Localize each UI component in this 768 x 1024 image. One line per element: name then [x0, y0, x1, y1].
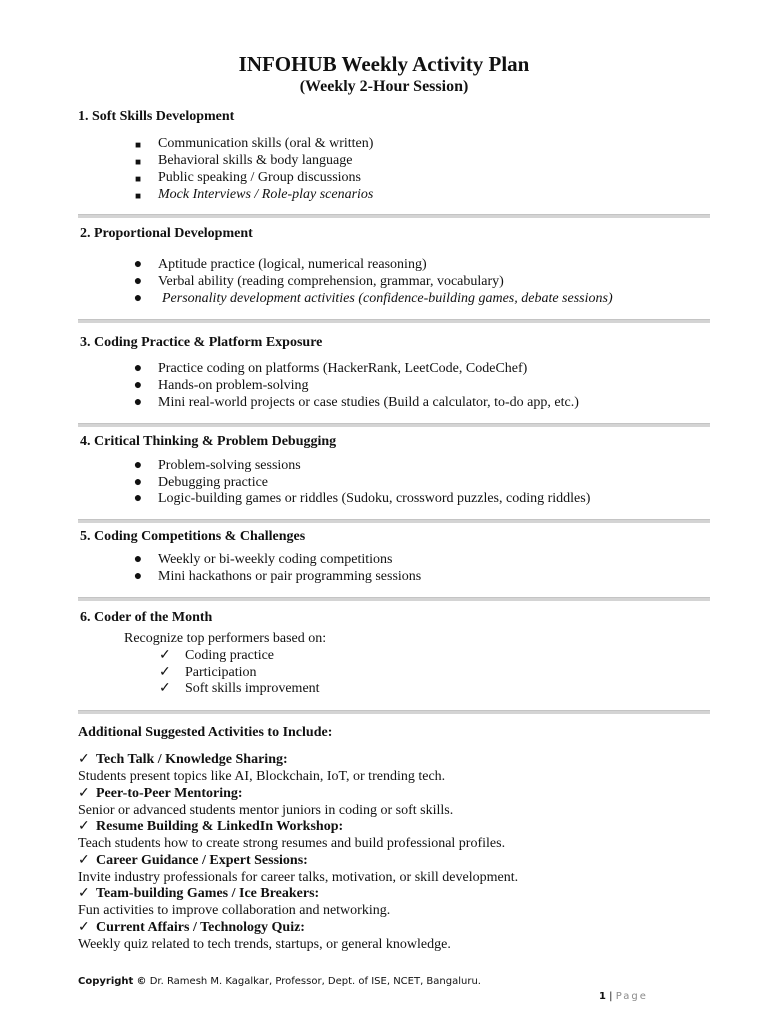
- list-item: Practice coding on platforms (HackerRank, LeetCode, CodeChef): [158, 361, 528, 376]
- activity-description: Teach students how to create strong resumes and build professional profiles.: [78, 836, 506, 851]
- section-divider: [78, 319, 710, 323]
- check-mark-icon: ✓: [159, 648, 171, 663]
- list-item: Verbal ability (reading comprehension, grammar, vocabulary): [158, 274, 504, 289]
- check-mark-icon: ✓: [78, 752, 90, 767]
- page-number-separator: |: [609, 991, 613, 1002]
- list-item: Public speaking / Group discussions: [158, 170, 361, 185]
- round-bullet-icon: ●: [133, 395, 143, 410]
- check-mark-icon: ✓: [78, 819, 90, 834]
- round-bullet-icon: ●: [133, 257, 143, 272]
- round-bullet-icon: ●: [133, 491, 143, 506]
- section-heading-coder-of-month: 6. Coder of the Month: [80, 610, 213, 625]
- section-divider: [78, 214, 710, 218]
- page-title: INFOHUB Weekly Activity Plan: [238, 52, 530, 76]
- square-bullet-icon: ■: [134, 191, 142, 202]
- round-bullet-icon: ●: [133, 552, 143, 567]
- activity-description: Fun activities to improve collaboration and networking.: [78, 903, 391, 918]
- round-bullet-icon: ●: [133, 291, 143, 306]
- round-bullet-icon: ●: [133, 361, 143, 376]
- check-mark-icon: ✓: [78, 853, 90, 868]
- square-bullet-icon: ■: [134, 140, 142, 151]
- check-mark-icon: ✓: [78, 786, 90, 801]
- activity-title-text: Career Guidance / Expert Sessions:: [96, 853, 308, 868]
- page-label: Page: [615, 991, 648, 1002]
- copyright-label: Copyright: [78, 976, 134, 987]
- page-footer-copyright: [78, 975, 481, 988]
- check-mark-icon: ✓: [159, 665, 171, 680]
- list-item: Coding practice: [185, 648, 275, 663]
- activity-title-text: Tech Talk / Knowledge Sharing:: [96, 752, 288, 767]
- section-divider: [78, 519, 710, 523]
- copyright-symbol: ©: [136, 976, 147, 987]
- round-bullet-icon: ●: [133, 274, 143, 289]
- section-heading-coding-practice: 3. Coding Practice & Platform Exposure: [80, 335, 323, 350]
- section-heading-competitions: 5. Coding Competitions & Challenges: [80, 529, 306, 544]
- activity-title: [78, 852, 308, 869]
- square-bullet-icon: ■: [134, 157, 142, 168]
- list-item: Aptitude practice (logical, numerical reasoning): [158, 257, 427, 272]
- activity-description: Invite industry professionals for career talks, motivation, or skill development.: [78, 870, 519, 885]
- activity-description: Senior or advanced students mentor juniors in coding or soft skills.: [78, 803, 454, 818]
- check-mark-icon: ✓: [78, 920, 90, 935]
- list-item: Weekly or bi-weekly coding competitions: [158, 552, 393, 567]
- list-item: Hands-on problem-solving: [158, 378, 309, 393]
- round-bullet-icon: ●: [133, 378, 143, 393]
- page-subtitle: (Weekly 2-Hour Session): [299, 78, 469, 95]
- list-item: Soft skills improvement: [185, 681, 320, 696]
- copyright-text: Dr. Ramesh M. Kagalkar, Professor, Dept. of ISE, NCET, Bangaluru.: [149, 976, 481, 987]
- section-heading-proportional: 2. Proportional Development: [80, 226, 253, 241]
- check-mark-icon: ✓: [159, 681, 171, 696]
- activity-description: Students present topics like AI, Blockchain, IoT, or trending tech.: [78, 769, 446, 784]
- activity-title-text: Resume Building & LinkedIn Workshop:: [96, 819, 344, 834]
- round-bullet-icon: ●: [133, 569, 143, 584]
- section-intro: Recognize top performers based on:: [124, 631, 327, 646]
- square-bullet-icon: ■: [134, 174, 142, 185]
- activity-title-text: Current Affairs / Technology Quiz:: [96, 920, 305, 935]
- section-divider: [78, 597, 710, 601]
- activity-title: [78, 785, 243, 802]
- section-divider: [78, 710, 710, 714]
- activity-title-text: Team-building Games / Ice Breakers:: [96, 886, 320, 901]
- check-mark-icon: ✓: [78, 886, 90, 901]
- list-item: Mini hackathons or pair programming sessions: [158, 569, 422, 584]
- section-heading-critical-thinking: 4. Critical Thinking & Problem Debugging: [80, 434, 337, 449]
- list-item: Personality development activities (confidence-building games, debate sessions): [162, 291, 613, 306]
- list-item: Participation: [185, 665, 257, 680]
- list-item: Logic-building games or riddles (Sudoku, crossword puzzles, coding riddles): [158, 491, 591, 506]
- list-item: Mock Interviews / Role-play scenarios: [158, 187, 374, 202]
- round-bullet-icon: ●: [133, 458, 143, 473]
- activity-title: [78, 919, 305, 936]
- activity-title-text: Peer-to-Peer Mentoring:: [96, 786, 243, 801]
- activity-title: [78, 751, 288, 768]
- activity-title: [78, 818, 343, 835]
- list-item: Behavioral skills & body language: [158, 153, 353, 168]
- list-item: Debugging practice: [158, 475, 269, 490]
- activity-title: [78, 885, 319, 902]
- page-number: [599, 990, 648, 1003]
- list-item: Communication skills (oral & written): [158, 136, 374, 151]
- section-divider: [78, 423, 710, 427]
- additional-activities-heading: Additional Suggested Activities to Include:: [78, 725, 333, 740]
- section-heading-soft-skills: 1. Soft Skills Development: [78, 109, 235, 124]
- round-bullet-icon: ●: [133, 475, 143, 490]
- activity-description: Weekly quiz related to tech trends, startups, or general knowledge.: [78, 937, 451, 952]
- page-number-value: 1: [599, 991, 606, 1002]
- list-item: Mini real-world projects or case studies (Build a calculator, to-do app, etc.): [158, 395, 579, 410]
- list-item: Problem-solving sessions: [158, 458, 301, 473]
